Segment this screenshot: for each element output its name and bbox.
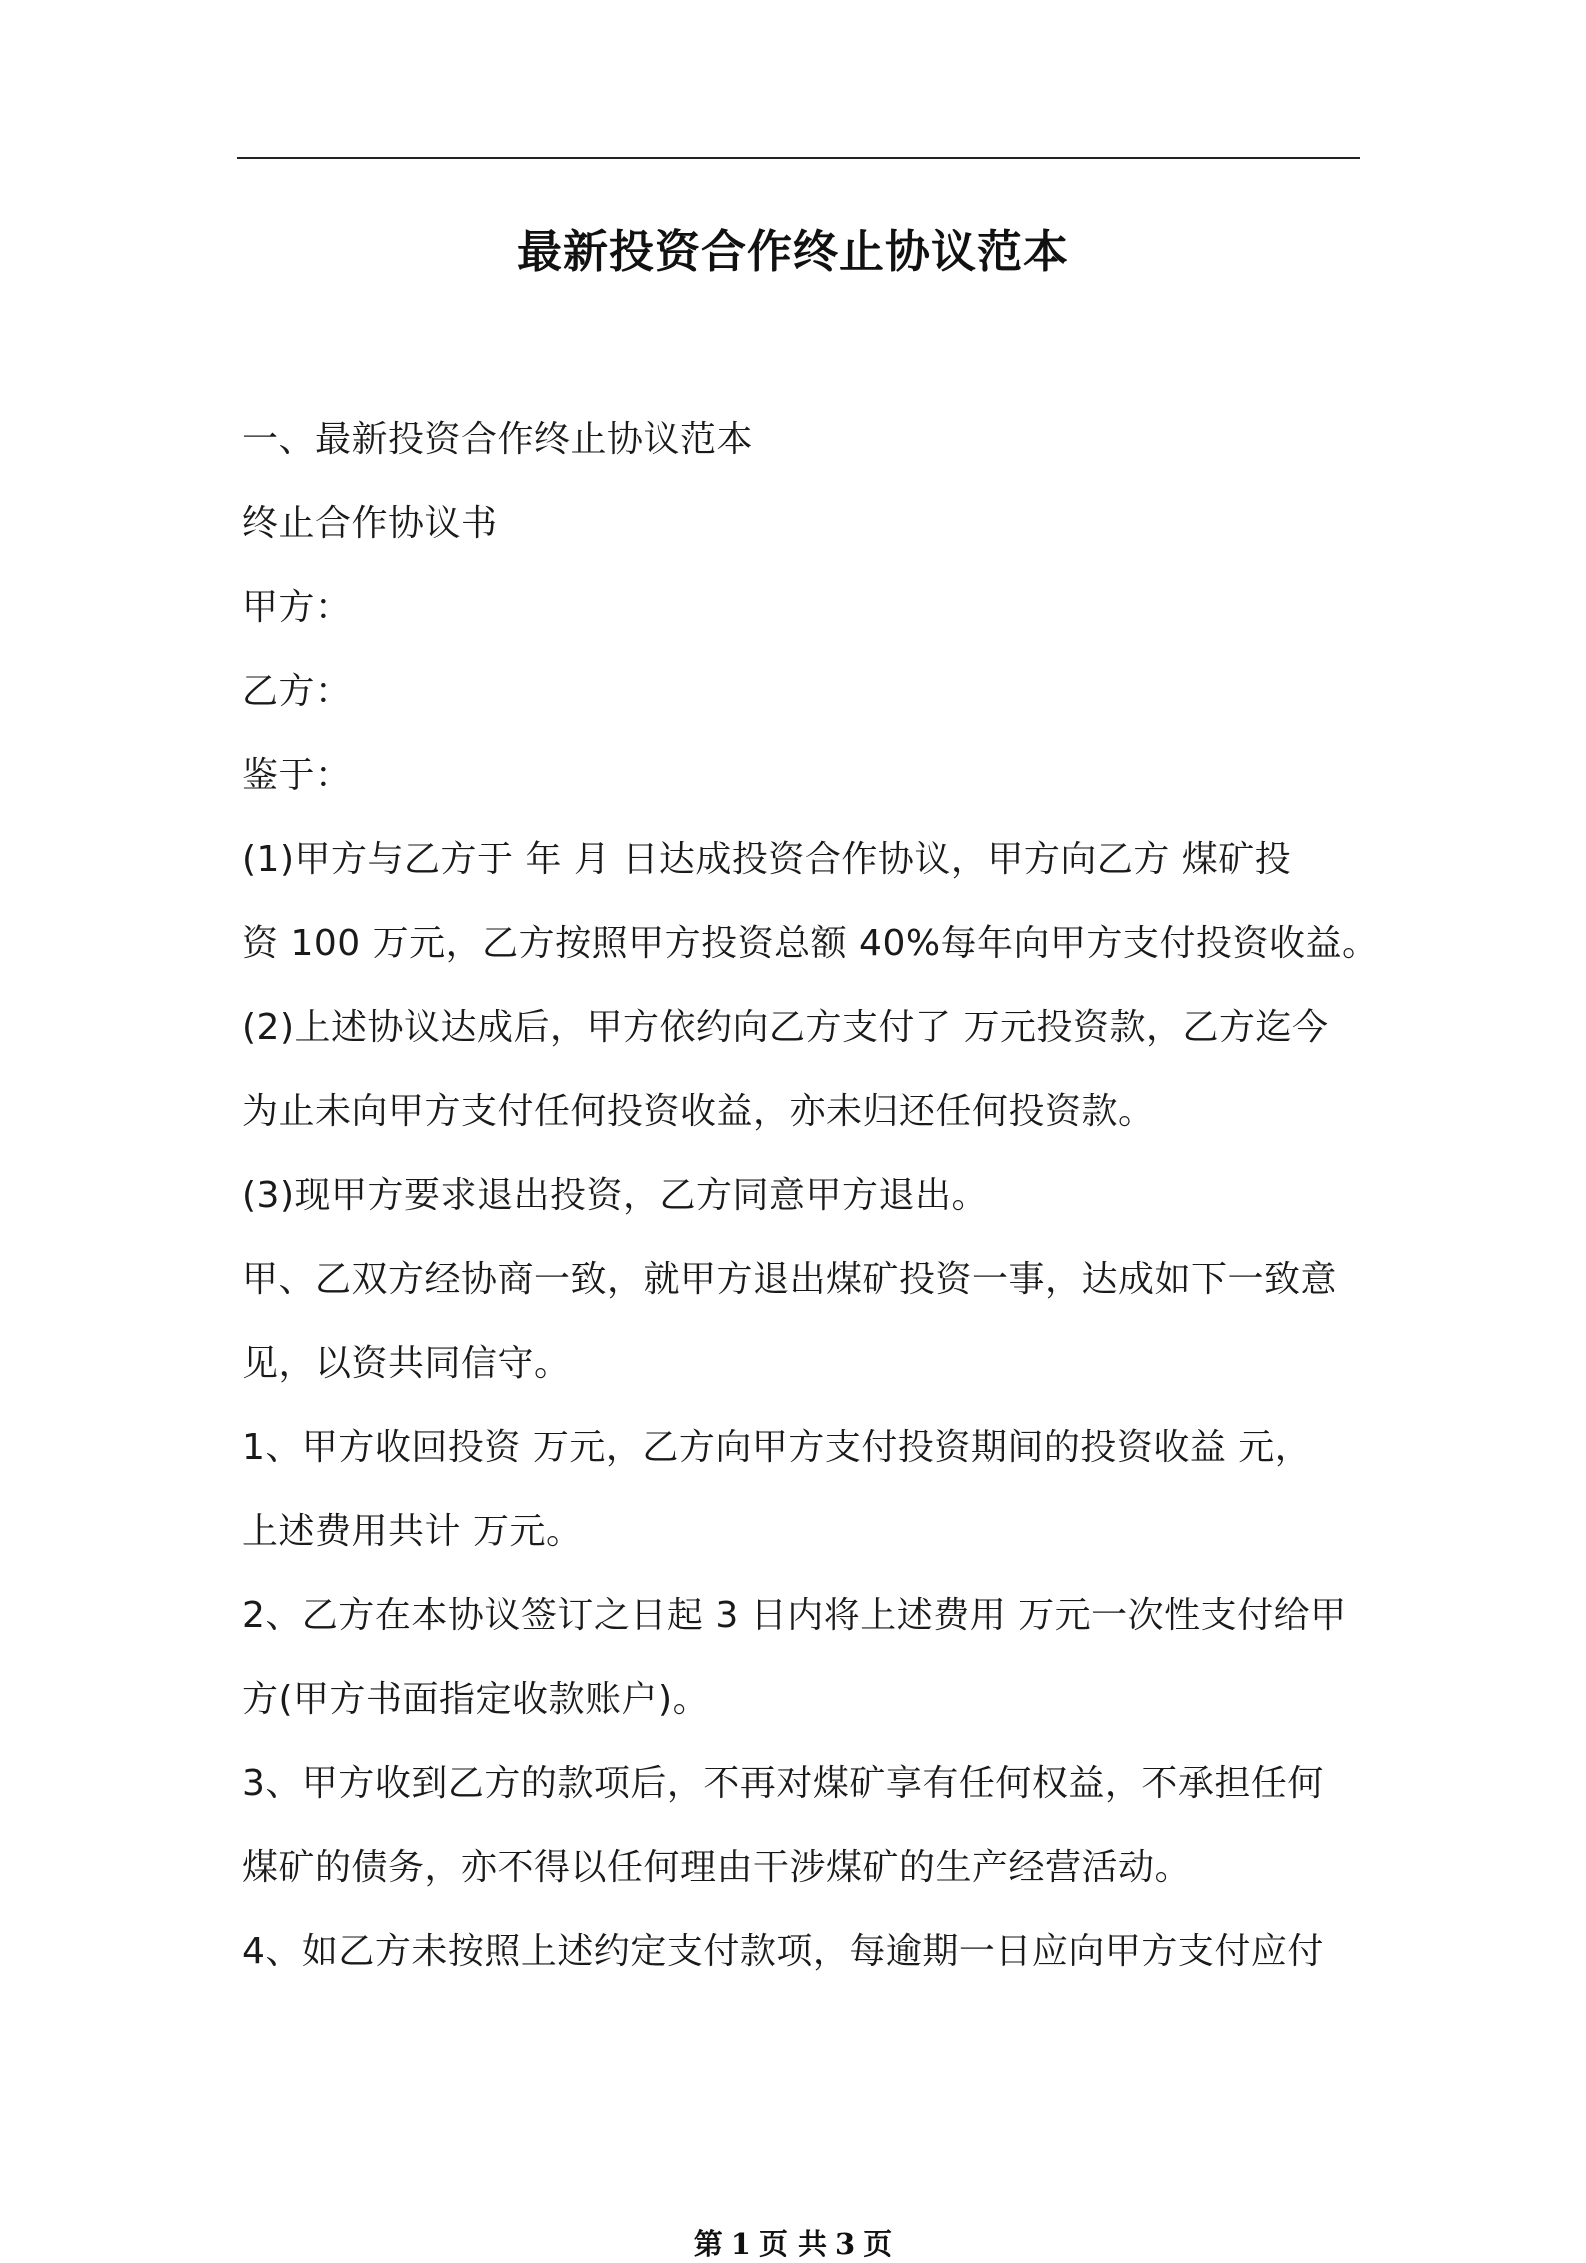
paragraph-line: (2)上述协议达成后，甲方依约向乙方支付了 万元投资款，乙方迄今 xyxy=(242,1007,1329,1048)
footer-suffix: 页 xyxy=(863,2227,893,2261)
paragraph-line: 上述费用共计 万元。 xyxy=(242,1511,583,1552)
footer-total-pages: 3 xyxy=(835,2227,856,2261)
paragraph-line: 见，以资共同信守。 xyxy=(242,1343,571,1384)
paragraph-line: 煤矿的债务，亦不得以任何理由干涉煤矿的生产经营活动。 xyxy=(242,1847,1192,1888)
paragraph-line: 2、乙方在本协议签订之日起 3 日内将上述费用 万元一次性支付给甲 xyxy=(242,1595,1347,1636)
paragraph-line: 为止未向甲方支付任何投资收益，亦未归还任何投资款。 xyxy=(242,1091,1155,1132)
header-rule xyxy=(237,157,1360,159)
paragraph-line: 甲方： xyxy=(242,587,352,628)
paragraph-line: 甲、乙双方经协商一致，就甲方退出煤矿投资一事，达成如下一致意 xyxy=(242,1259,1338,1300)
page-footer xyxy=(0,2222,1586,2263)
paragraph-line: 1、甲方收回投资 万元，乙方向甲方支付投资期间的投资收益 元， xyxy=(242,1427,1312,1468)
paragraph-line: 乙方： xyxy=(242,671,352,712)
paragraph-line: 资 100 万元，乙方按照甲方投资总额 40%每年向甲方支付投资收益。 xyxy=(242,923,1379,964)
paragraph-line: (1)甲方与乙方于 年 月 日达成投资合作协议，甲方向乙方 煤矿投 xyxy=(242,839,1292,880)
section-heading: 一、最新投资合作终止协议范本 xyxy=(242,419,754,460)
footer-middle: 页 共 xyxy=(758,2227,828,2261)
paragraph-line: 4、如乙方未按照上述约定支付款项，每逾期一日应向甲方支付应付 xyxy=(242,1931,1324,1972)
footer-prefix: 第 xyxy=(693,2227,723,2261)
paragraph-line: 终止合作协议书 xyxy=(242,503,498,544)
paragraph-line: (3)现甲方要求退出投资，乙方同意甲方退出。 xyxy=(242,1175,988,1216)
paragraph-line: 3、甲方收到乙方的款项后，不再对煤矿享有任何权益，不承担任何 xyxy=(242,1763,1324,1804)
paragraph-line: 方(甲方书面指定收款账户)。 xyxy=(242,1679,710,1720)
footer-page-number: 1 xyxy=(730,2227,751,2261)
paragraph-line: 鉴于： xyxy=(242,755,352,796)
document-title: 最新投资合作终止协议范本 xyxy=(516,225,1069,278)
